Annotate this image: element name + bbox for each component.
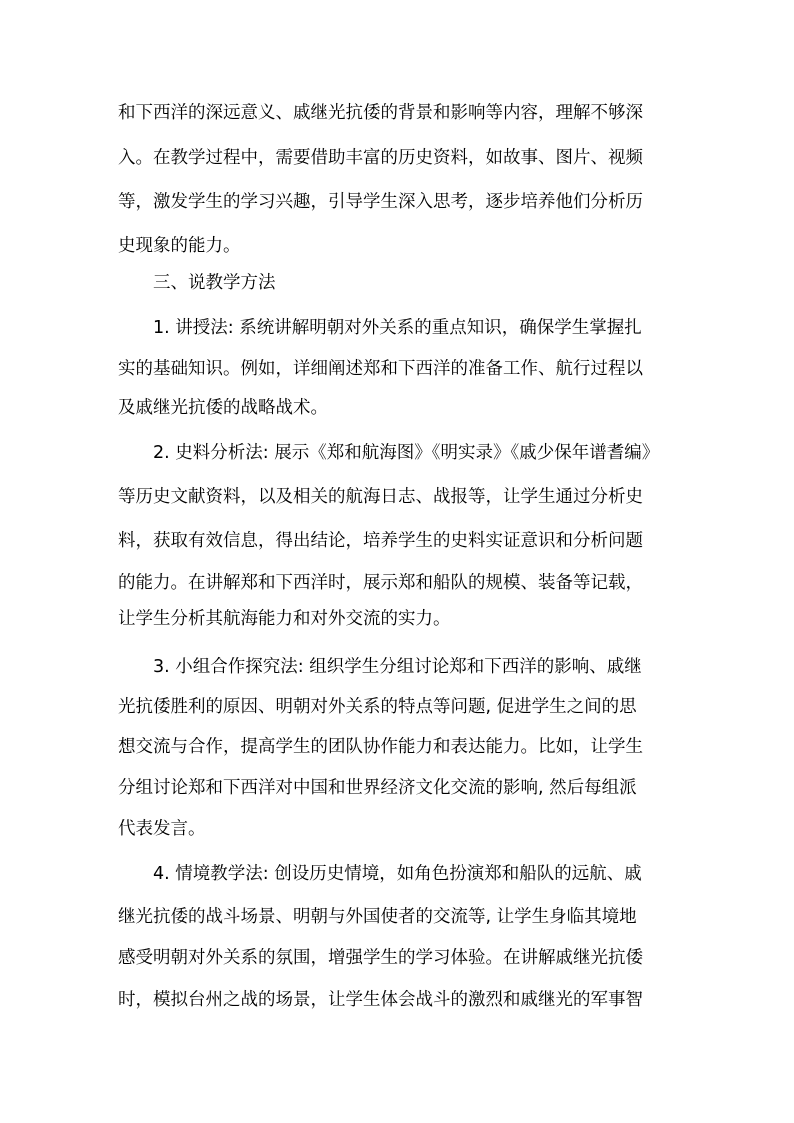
body-text-line: 和下西洋的深远意义、戚继光抗倭的背景和影响等内容，理解不够深 [118, 103, 643, 123]
body-text-line: 想交流与合作，提高学生的团队协作能力和表达能力。比如，让学生 [118, 737, 643, 757]
body-text-line: 1. 讲授法: 系统讲解明朝对外关系的重点知识，确保学生掌握扎 [153, 318, 642, 338]
body-text-line: 继光抗倭的战斗场景、明朝与外国使者的交流等, 让学生身临其境地 [118, 907, 637, 927]
body-text-line: 让学生分析其航海能力和对外交流的实力。 [118, 609, 451, 629]
body-text-line: 及戚继光抗倭的战略战术。 [118, 398, 328, 418]
body-text-line: 3. 小组合作探究法: 组织学生分组讨论郑和下西洋的影响、戚继 [153, 657, 642, 677]
body-text-line: 感受明朝对外关系的氛围，增强学生的学习体验。在讲解戚继光抗倭 [118, 948, 643, 968]
body-text-line: 时，模拟台州之战的场景，让学生体会战斗的激烈和戚继光的军事智 [118, 990, 643, 1010]
section-heading: 三、说教学方法 [153, 273, 276, 293]
body-text-line: 分组讨论郑和下西洋对中国和世界经济文化交流的影响, 然后每组派 [118, 778, 637, 798]
body-text-line: 光抗倭胜利的原因、明朝对外关系的特点等问题, 促进学生之间的思 [118, 697, 637, 717]
body-text-line: 入。在教学过程中，需要借助丰富的历史资料，如故事、图片、视频 [118, 148, 643, 168]
body-text-line: 料，获取有效信息，得出结论，培养学生的史料实证意识和分析问题 [118, 531, 643, 551]
body-text-line: 等，激发学生的学习兴趣，引导学生深入思考，逐步培养他们分析历 [118, 192, 643, 212]
body-text-line: 4. 情境教学法: 创设历史情境，如角色扮演郑和船队的远航、戚 [153, 864, 642, 884]
body-text-line: 的能力。在讲解郑和下西洋时，展示郑和船队的规模、装备等记载， [118, 573, 643, 593]
body-text-line: 代表发言。 [118, 819, 206, 839]
body-text-line: 史现象的能力。 [118, 236, 241, 256]
body-text-line: 等历史文献资料，以及相关的航海日志、战报等，让学生通过分析史 [118, 487, 643, 507]
body-text-line: 实的基础知识。例如，详细阐述郑和下西洋的准备工作、航行过程以 [118, 359, 643, 379]
body-text-line: 2. 史料分析法: 展示《郑和航海图》《明实录》《戚少保年谱耆编》 [153, 443, 660, 463]
